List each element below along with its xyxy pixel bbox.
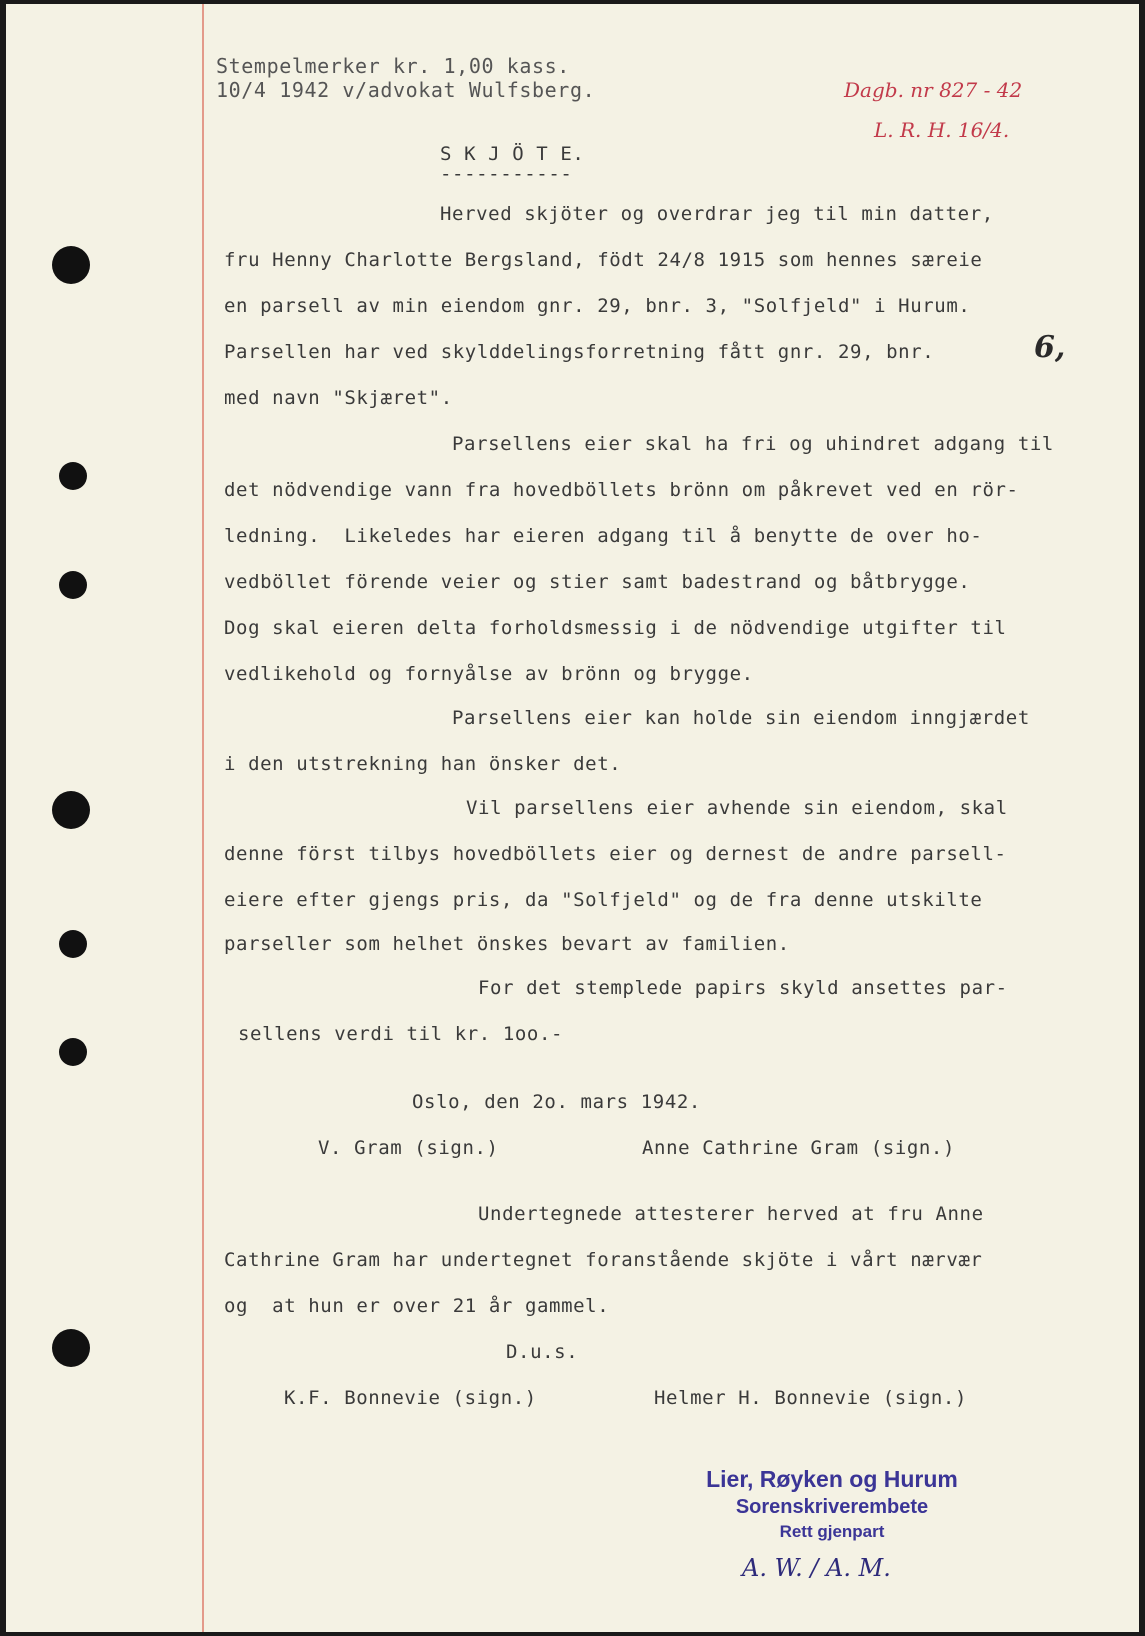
office-stamp-line: Rett gjenpart [779,1522,885,1541]
body-line: ledning. Likeledes har eieren adgang til å benytte de over ho- [224,525,983,547]
body-line: fru Henny Charlotte Bergsland, födt 24/8 1915 som hennes særeie [224,249,983,271]
punch-hole [59,571,87,599]
margin-rule [202,4,204,1632]
attestation-line: og at hun er over 21 år gammel. [224,1295,610,1317]
body-line: Parsellens eier kan holde sin eiendom inngjærdet [452,707,1030,729]
body-line: det nödvendige vann fra hovedböllets brönn om påkrevet ved en rör- [224,479,1019,501]
registry-number: Dagb. nr 827 - 42 [844,78,1023,102]
punch-hole [59,1038,87,1066]
body-line: For det stemplede papirs skyld ansettes par- [478,977,1008,999]
handwritten-initials: A. W. / A. M. [742,1554,891,1582]
body-line: Vil parsellens eier avhende sin eiendom, skal [466,797,1008,819]
office-stamp-line: Lier, Røyken og Hurum [706,1466,958,1492]
body-line: eiere efter gjengs pris, da "Solfjeld" og de fra denne utskilte [224,889,983,911]
place-date: Oslo, den 2o. mars 1942. [412,1091,701,1113]
body-line: i den utstrekning han önsker det. [224,753,622,775]
body-line: Dog skal eieren delta forholdsmessig i de nödvendige utgifter til [224,617,1007,639]
body-line: Parsellens eier skal ha fri og uhindret adgang til [452,433,1054,455]
handwritten-bnr: 6, [1034,330,1066,365]
punch-hole [52,791,90,829]
signature-left: V. Gram (sign.) [318,1137,499,1159]
body-line: sellens verdi til kr. 1oo.- [238,1023,564,1045]
document-page [6,4,1139,1632]
punch-hole [59,930,87,958]
title-underline: ----------- [440,163,573,185]
stamp-note-line: 10/4 1942 v/advokat Wulfsberg. [216,78,596,102]
attestation-line: Cathrine Gram har undertegnet foranstående skjöte i vårt nærvær [224,1249,983,1271]
attestation-line: Undertegnede attesterer herved at fru Anne [478,1203,984,1225]
body-line: parseller som helhet önskes bevart av familien. [224,933,790,955]
punch-hole [52,246,90,284]
office-stamp-line: Sorenskriverembete [735,1496,929,1518]
stamp-note-line: Stempelmerker kr. 1,00 kass. [216,54,570,78]
body-line: vedlikehold og fornyålse av brönn og brygge. [224,663,754,685]
signature-right: Anne Cathrine Gram (sign.) [642,1137,956,1159]
body-line: denne först tilbys hovedböllets eier og dernest de andre parsell- [224,843,1007,865]
body-line: vedböllet förende veier og stier samt badestrand og båtbrygge. [224,571,971,593]
punch-hole [59,462,87,490]
punch-hole [52,1329,90,1367]
body-line: med navn "Skjæret". [224,387,453,409]
document-title: S K J Ö T E. [440,143,585,165]
witness-left: K.F. Bonnevie (sign.) [284,1387,537,1409]
body-line: en parsell av min eiendom gnr. 29, bnr. 3, "Solfjeld" i Hurum. [224,295,971,317]
dus-mark: D.u.s. [506,1341,579,1363]
witness-right: Helmer H. Bonnevie (sign.) [654,1387,968,1409]
body-line: Herved skjöter og overdrar jeg til min datter, [440,203,994,225]
registry-date: L. R. H. 16/4. [874,118,1010,142]
body-line: Parsellen har ved skylddelingsforretning fått gnr. 29, bnr. [224,341,935,363]
